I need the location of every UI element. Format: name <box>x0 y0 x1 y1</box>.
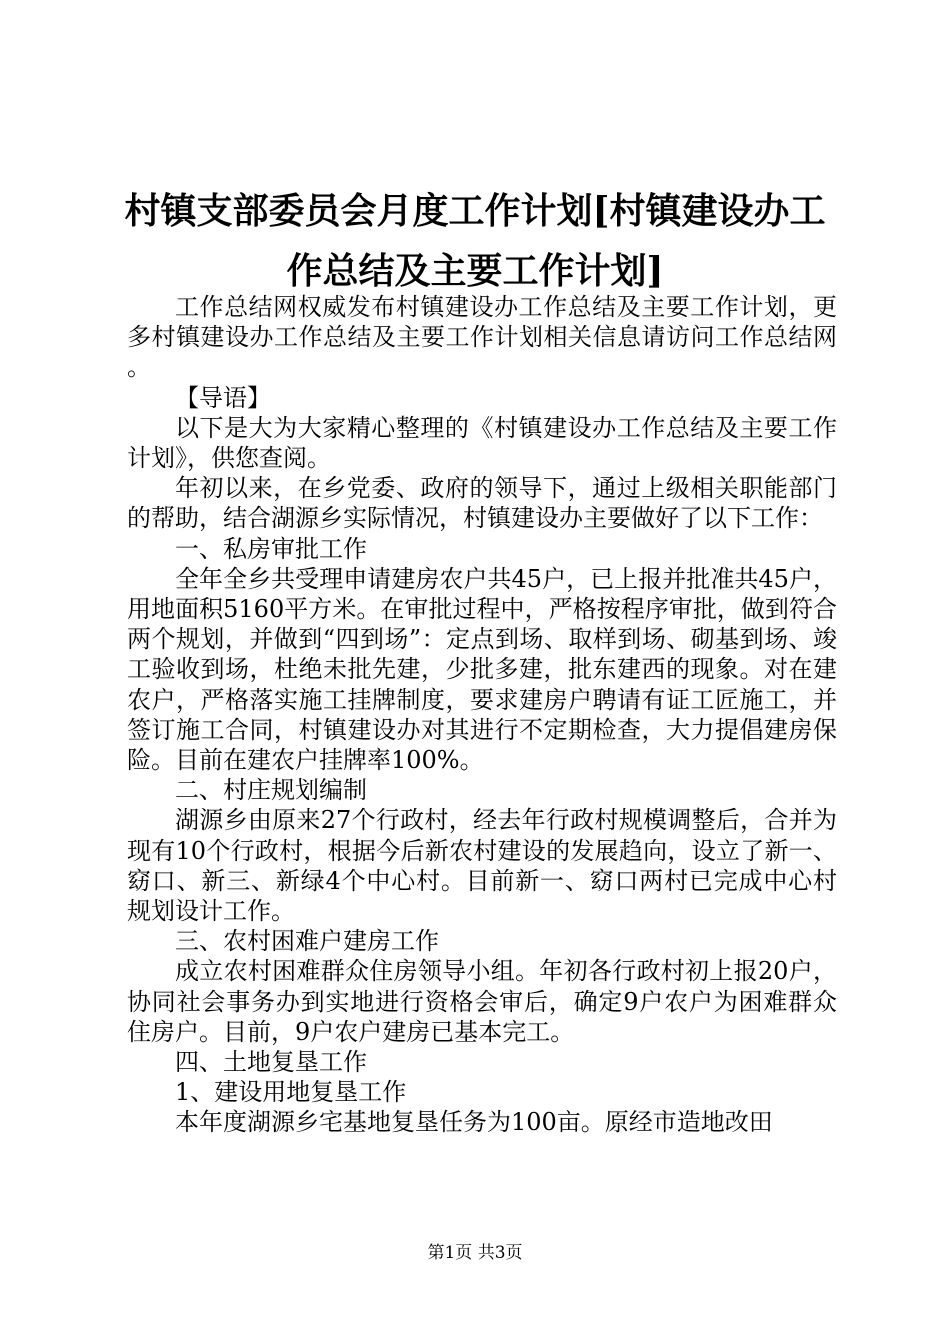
document-title-line-2: 作总结及主要工作计划] <box>286 250 664 292</box>
section-heading-3: 三、农村困难户建房工作 <box>175 927 439 956</box>
section-heading-4: 四、土地复垦工作 <box>175 1048 367 1077</box>
paragraph-section-3: 成立农村困难群众住房领导小组。年初各行政村初上报20户，协同社会事务办到实地进行资格会审后，确定9户农户为困难群众住房户。目前，9户农户建房已基本完工。 <box>127 957 837 1046</box>
paragraph-guide-heading: 【导语】 <box>175 383 271 412</box>
paragraph-intro: 工作总结网权威发布村镇建设办工作总结及主要工作计划，更多村镇建设办工作总结及主要工作计划相关信息请访问工作总结网。 <box>127 293 837 382</box>
paragraph-section-1: 全年全乡共受理申请建房农户共45户，已上报并批准共45户，用地面积5160平方米。在审批过程中，严格按程序审批，做到符合两个规划，并做到“四到场”：定点到场、取样到场、砌基到场、竣工验收到场，杜绝未批先建，少批多建，批东建西的现象。对在建农户，严格落实施工挂牌制度，要求建房户聘请有证工匠施工，并签订施工合同，村镇建设办对其进行不定期检查，大力提倡建房保险。目前在建农户挂牌率100%。 <box>127 564 837 775</box>
document-title-line-1: 村镇支部委员会月度工作计划[村镇建设办工 <box>124 190 826 232</box>
paragraph-section-2: 湖源乡由原来27个行政村，经去年行政村规模调整后，合并为现有10个行政村，根据今后新农村建设的发展趋向，设立了新一、窈口、新三、新绿4个中心村。目前新一、窈口两村已完成中心村规划设计工作。 <box>127 806 837 926</box>
section-heading-1: 一、私房审批工作 <box>175 534 367 563</box>
paragraph-overview: 年初以来，在乡党委、政府的领导下，通过上级相关职能部门的帮助，结合湖源乡实际情况，村镇建设办主要做好了以下工作： <box>127 474 837 533</box>
document-body <box>127 292 837 1138</box>
section-heading-2: 二、村庄规划编制 <box>175 776 367 805</box>
subsection-heading-4-1: 1、建设用地复垦工作 <box>175 1078 407 1107</box>
page-footer <box>0 1243 950 1263</box>
page-number-label: 第1页 共3页 <box>427 1243 523 1263</box>
paragraph-guide: 以下是大为大家精心整理的《村镇建设办工作总结及主要工作计划》，供您查阅。 <box>127 413 837 473</box>
paragraph-section-4-1: 本年度湖源乡宅基地复垦任务为100亩。原经市造地改田 <box>175 1108 773 1137</box>
